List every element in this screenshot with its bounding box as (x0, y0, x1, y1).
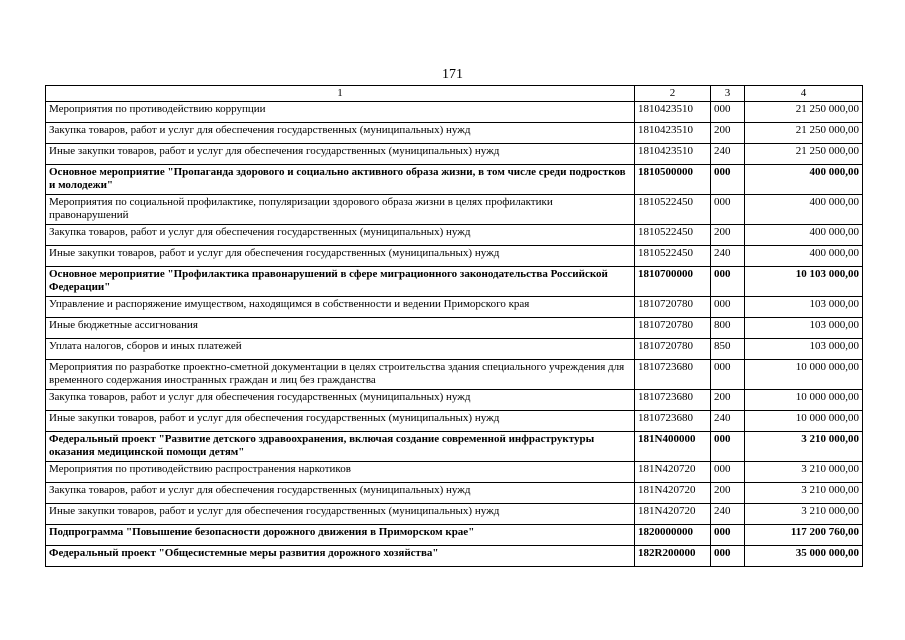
row-code-cell: 1810720780 (635, 339, 711, 360)
row-expense-type-cell: 850 (711, 339, 745, 360)
table-row (46, 165, 863, 195)
table-row (46, 123, 863, 144)
table-row (46, 546, 863, 567)
row-code-cell: 1810423510 (635, 123, 711, 144)
row-amount-cell: 35 000 000,00 (745, 546, 863, 567)
row-amount-cell: 400 000,00 (745, 246, 863, 267)
row-name-cell: Иные закупки товаров, работ и услуг для обеспечения государственных (муниципальных) нужд (46, 144, 635, 165)
row-name-cell: Управление и распоряжение имуществом, находящимся в собственности и ведении Приморского края (46, 297, 635, 318)
row-amount-cell: 3 210 000,00 (745, 483, 863, 504)
row-code-cell: 181N400000 (635, 432, 711, 462)
row-code-cell: 1810720780 (635, 297, 711, 318)
row-expense-type-cell: 000 (711, 525, 745, 546)
row-code-cell: 1810723680 (635, 360, 711, 390)
row-amount-cell: 21 250 000,00 (745, 123, 863, 144)
row-amount-cell: 10 103 000,00 (745, 267, 863, 297)
row-code-cell: 1810700000 (635, 267, 711, 297)
column-header-code: 2 (635, 86, 711, 102)
row-amount-cell: 400 000,00 (745, 195, 863, 225)
row-expense-type-cell: 000 (711, 360, 745, 390)
table-row (46, 390, 863, 411)
row-code-cell: 1820000000 (635, 525, 711, 546)
row-name-cell: Иные закупки товаров, работ и услуг для обеспечения государственных (муниципальных) нужд (46, 504, 635, 525)
row-amount-cell: 103 000,00 (745, 297, 863, 318)
row-amount-cell: 3 210 000,00 (745, 504, 863, 525)
row-amount-cell: 21 250 000,00 (745, 102, 863, 123)
table-row (46, 225, 863, 246)
table-row (46, 483, 863, 504)
row-expense-type-cell: 000 (711, 546, 745, 567)
row-code-cell: 1810723680 (635, 411, 711, 432)
row-expense-type-cell: 000 (711, 432, 745, 462)
table-row (46, 102, 863, 123)
row-amount-cell: 21 250 000,00 (745, 144, 863, 165)
row-code-cell: 1810720780 (635, 318, 711, 339)
row-amount-cell: 3 210 000,00 (745, 432, 863, 462)
row-expense-type-cell: 200 (711, 225, 745, 246)
table-row (46, 246, 863, 267)
row-name-cell: Иные бюджетные ассигнования (46, 318, 635, 339)
row-expense-type-cell: 240 (711, 144, 745, 165)
row-name-cell: Закупка товаров, работ и услуг для обеспечения государственных (муниципальных) нужд (46, 123, 635, 144)
table-header-row (46, 86, 863, 102)
table-row (46, 360, 863, 390)
table-row (46, 339, 863, 360)
table-row (46, 144, 863, 165)
row-name-cell: Мероприятия по социальной профилактике, популяризации здорового образа жизни в целях профилактики правонарушений (46, 195, 635, 225)
row-amount-cell: 400 000,00 (745, 165, 863, 195)
table-row (46, 525, 863, 546)
column-header-amount: 4 (745, 86, 863, 102)
row-expense-type-cell: 240 (711, 504, 745, 525)
row-name-cell: Основное мероприятие "Профилактика правонарушений в сфере миграционного законодательства Российской Федерации" (46, 267, 635, 297)
row-expense-type-cell: 200 (711, 483, 745, 504)
row-amount-cell: 103 000,00 (745, 339, 863, 360)
row-expense-type-cell: 000 (711, 195, 745, 225)
budget-table (45, 85, 863, 567)
row-amount-cell: 10 000 000,00 (745, 390, 863, 411)
row-code-cell: 1810723680 (635, 390, 711, 411)
table-row (46, 297, 863, 318)
table-row (46, 432, 863, 462)
row-code-cell: 1810423510 (635, 102, 711, 123)
row-amount-cell: 400 000,00 (745, 225, 863, 246)
row-expense-type-cell: 000 (711, 165, 745, 195)
row-name-cell: Подпрограмма "Повышение безопасности дорожного движения в Приморском крае" (46, 525, 635, 546)
row-name-cell: Федеральный проект "Развитие детского здравоохранения, включая создание современной инфраструктуры оказания медицинской помощи детям" (46, 432, 635, 462)
row-amount-cell: 10 000 000,00 (745, 360, 863, 390)
row-name-cell: Закупка товаров, работ и услуг для обеспечения государственных (муниципальных) нужд (46, 390, 635, 411)
row-code-cell: 182R200000 (635, 546, 711, 567)
table-body (46, 102, 863, 567)
row-name-cell: Мероприятия по противодействию распространения наркотиков (46, 462, 635, 483)
row-expense-type-cell: 800 (711, 318, 745, 339)
column-header-expense-type: 3 (711, 86, 745, 102)
row-expense-type-cell: 000 (711, 297, 745, 318)
row-code-cell: 181N420720 (635, 483, 711, 504)
row-name-cell: Мероприятия по противодействию коррупции (46, 102, 635, 123)
row-name-cell: Федеральный проект "Общесистемные меры развития дорожного хозяйства" (46, 546, 635, 567)
page-number: 171 (442, 67, 463, 82)
row-code-cell: 181N420720 (635, 462, 711, 483)
row-expense-type-cell: 000 (711, 102, 745, 123)
row-name-cell: Основное мероприятие "Пропаганда здорового и социально активного образа жизни, в том числе среди подростков и молодежи" (46, 165, 635, 195)
row-code-cell: 1810522450 (635, 195, 711, 225)
row-amount-cell: 3 210 000,00 (745, 462, 863, 483)
row-amount-cell: 117 200 760,00 (745, 525, 863, 546)
row-name-cell: Уплата налогов, сборов и иных платежей (46, 339, 635, 360)
row-code-cell: 1810522450 (635, 246, 711, 267)
table-row (46, 504, 863, 525)
row-name-cell: Иные закупки товаров, работ и услуг для обеспечения государственных (муниципальных) нужд (46, 246, 635, 267)
row-amount-cell: 10 000 000,00 (745, 411, 863, 432)
row-name-cell: Закупка товаров, работ и услуг для обеспечения государственных (муниципальных) нужд (46, 225, 635, 246)
row-code-cell: 181N420720 (635, 504, 711, 525)
table-row (46, 267, 863, 297)
row-expense-type-cell: 000 (711, 267, 745, 297)
table-row (46, 195, 863, 225)
table-row (46, 318, 863, 339)
row-code-cell: 1810423510 (635, 144, 711, 165)
table-row (46, 411, 863, 432)
row-expense-type-cell: 200 (711, 123, 745, 144)
row-code-cell: 1810500000 (635, 165, 711, 195)
row-name-cell: Иные закупки товаров, работ и услуг для обеспечения государственных (муниципальных) нужд (46, 411, 635, 432)
table-row (46, 462, 863, 483)
row-expense-type-cell: 240 (711, 246, 745, 267)
row-name-cell: Закупка товаров, работ и услуг для обеспечения государственных (муниципальных) нужд (46, 483, 635, 504)
row-expense-type-cell: 000 (711, 462, 745, 483)
row-expense-type-cell: 200 (711, 390, 745, 411)
row-amount-cell: 103 000,00 (745, 318, 863, 339)
column-header-name: 1 (46, 86, 635, 102)
row-expense-type-cell: 240 (711, 411, 745, 432)
row-name-cell: Мероприятия по разработке проектно-сметной документации в целях строительства здания специального учреждения для временного содержания иностранных граждан и лиц без гражданства (46, 360, 635, 390)
row-code-cell: 1810522450 (635, 225, 711, 246)
